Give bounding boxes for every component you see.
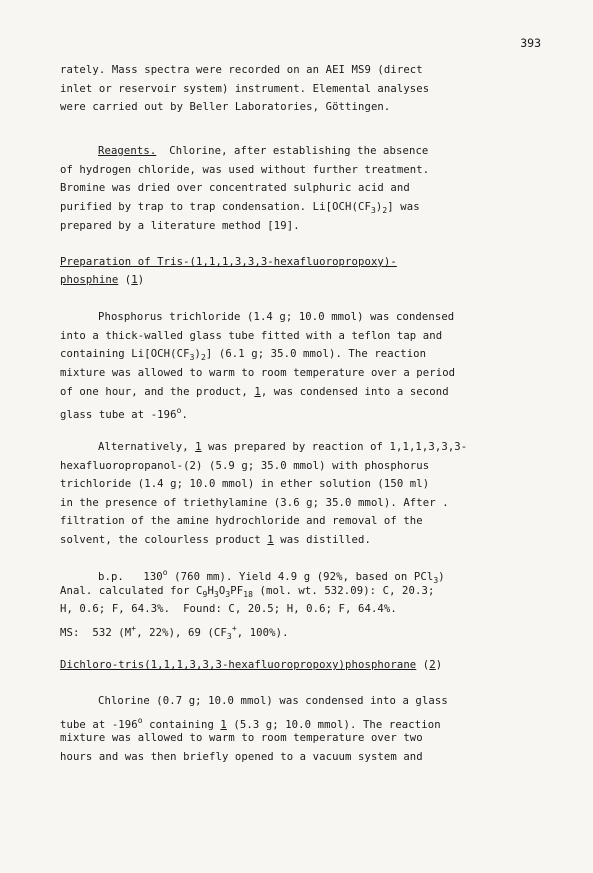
text-line: tube at -196$^o$ containing 1 (5.3 g; 10.0 mmol). The reaction [60, 716, 441, 731]
reagents-heading: Reagents. [98, 145, 157, 157]
text-line: H, 0.6; F, 64.3%. Found: C, 20.5; H, 0.6; F, 64.4%. [60, 603, 397, 615]
page-number: 393 [520, 36, 541, 50]
text-line: trichloride (1.4 g; 10.0 mmol) in ether solution (150 ml) [60, 478, 430, 490]
text-line: hours and was then briefly opened to a vacuum system and [60, 751, 423, 763]
text-line: b.p. 130$^o$ (760 mm). Yield 4.9 g (92%, based on PCl$_3$) [98, 568, 445, 585]
text-line: purified by trap to trap condensation. $Li[OCH(CF_3)_2]$ was [60, 201, 420, 215]
section-heading: Dichloro-tris(1,1,1,3,3,3-hexafluoropropoxy)phosphorane (2) [60, 659, 443, 671]
text-line: Bromine was dried over concentrated sulphuric acid and [60, 182, 410, 194]
text-line: Anal. calculated for $C_9H_3O_3PF_{18}$ (mol. wt. 532.09): C, 20.3; [60, 585, 435, 599]
text-line: containing $Li[OCH(CF_3)_2]$ (6.1 g; 35.0 mmol). The reaction [60, 348, 427, 362]
text-line: solvent, the colourless product 1 was distilled. [60, 534, 371, 546]
text-line: mixture was allowed to warm to room temperature over a period [60, 367, 456, 379]
text-line: rately. Mass spectra were recorded on an AEI MS9 (direct [60, 64, 423, 76]
section-heading: Preparation of Tris-(1,1,1,3,3,3-hexafluoropropoxy)- [60, 256, 397, 268]
text-line: Alternatively, 1 was prepared by reaction of 1,1,1,3,3,3- [98, 441, 468, 453]
text-line: Phosphorus trichloride (1.4 g; 10.0 mmol) was condensed [98, 311, 455, 323]
text-line: Chlorine (0.7 g; 10.0 mmol) was condensed into a glass [98, 695, 448, 707]
text-line: of one hour, and the product, 1, was condensed into a second [60, 386, 449, 398]
text-line: mixture was allowed to warm to room temperature over two [60, 732, 423, 744]
text-line: MS: 532 (M+, 22%), 69 ($CF_3^+$, 100%). [60, 624, 289, 641]
text-line: into a thick-walled glass tube fitted with a teflon tap and [60, 330, 443, 342]
text-line: filtration of the amine hydrochloride and removal of the [60, 515, 423, 527]
text-line: in the presence of triethylamine (3.6 g; 35.0 mmol). After . [60, 497, 449, 509]
text-line: hexafluoropropanol-(2) (5.9 g; 35.0 mmol) with phosphorus [60, 460, 430, 472]
text-line: prepared by a literature method [19]. [60, 220, 300, 232]
section-heading: phosphine (1) [60, 274, 145, 286]
text-line: of hydrogen chloride, was used without further treatment. [60, 164, 430, 176]
text-line: glass tube at -196$^o$. [60, 406, 189, 421]
text-line: were carried out by Beller Laboratories, Göttingen. [60, 101, 391, 113]
text-line: inlet or reservoir system) instrument. Elemental analyses [60, 83, 430, 95]
text-line: Reagents. Chlorine, after establishing the absence [98, 145, 429, 157]
